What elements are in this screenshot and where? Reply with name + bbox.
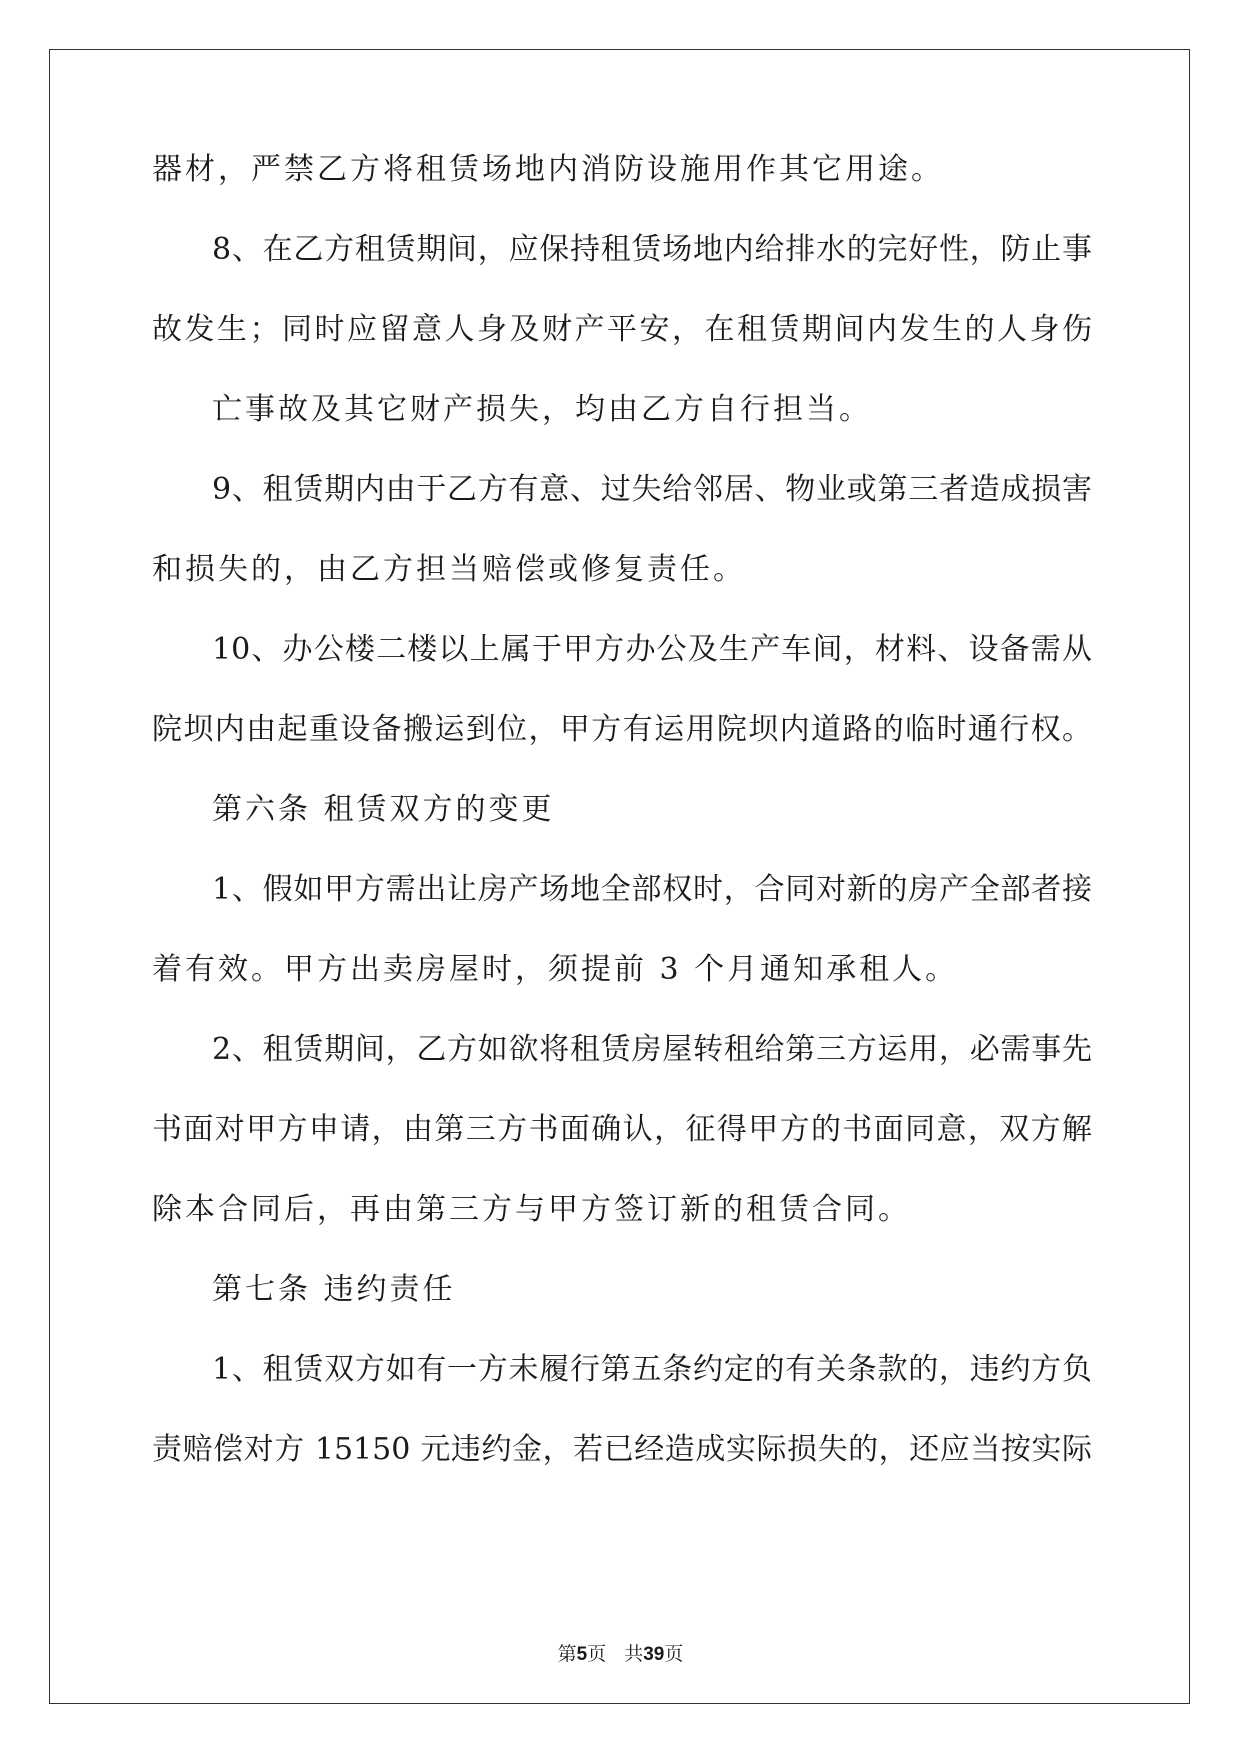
section-heading: 第七条 违约责任 <box>212 1272 456 1307</box>
text-line: 9、租赁期内由于乙方有意、过失给邻居、物业或第三者造成损害 <box>212 472 1092 507</box>
text-line: 1、租赁双方如有一方未履行第五条约定的有关条款的，违约方负 <box>212 1352 1092 1387</box>
text-line: 和损失的，由乙方担当赔偿或修复责任。 <box>152 552 746 587</box>
text-line: 8、在乙方租赁期间，应保持租赁场地内给排水的完好性，防止事 <box>212 232 1092 267</box>
text-line: 书面对甲方申请，由第三方书面确认，征得甲方的书面同意，双方解 <box>152 1112 1092 1147</box>
text-line: 除本合同后，再由第三方与甲方签订新的租赁合同。 <box>152 1192 911 1227</box>
text-line: 院坝内由起重设备搬运到位，甲方有运用院坝内道路的临时通行权。 <box>152 712 1092 747</box>
text-line: 亡事故及其它财产损失，均由乙方自行担当。 <box>212 392 872 427</box>
page-footer <box>0 1642 1241 1667</box>
total-suffix: 页 <box>664 1643 684 1665</box>
page-number: 5 <box>576 1644 588 1665</box>
total-pages: 39 <box>643 1644 665 1665</box>
section-heading: 第六条 租赁双方的变更 <box>212 792 555 827</box>
text-line: 故发生；同时应留意人身及财产平安，在租赁期间内发生的人身伤 <box>152 312 1092 347</box>
text-line: 10、办公楼二楼以上属于甲方办公及生产车间，材料、设备需从 <box>212 632 1092 667</box>
text-line: 器材，严禁乙方将租赁场地内消防设施用作其它用途。 <box>152 152 944 187</box>
text-line: 着有效。甲方出卖房屋时，须提前 3 个月通知承租人。 <box>152 952 959 987</box>
text-line: 责赔偿对方 15150 元违约金，若已经造成实际损失的，还应当按实际 <box>152 1432 1092 1467</box>
text-line: 1、假如甲方需出让房产场地全部权时，合同对新的房产全部者接 <box>212 872 1092 907</box>
page-suffix: 页 <box>587 1643 607 1665</box>
total-prefix: 共 <box>624 1643 644 1665</box>
text-line: 2、租赁期间，乙方如欲将租赁房屋转租给第三方运用，必需事先 <box>212 1032 1092 1067</box>
page-prefix: 第 <box>557 1643 577 1665</box>
